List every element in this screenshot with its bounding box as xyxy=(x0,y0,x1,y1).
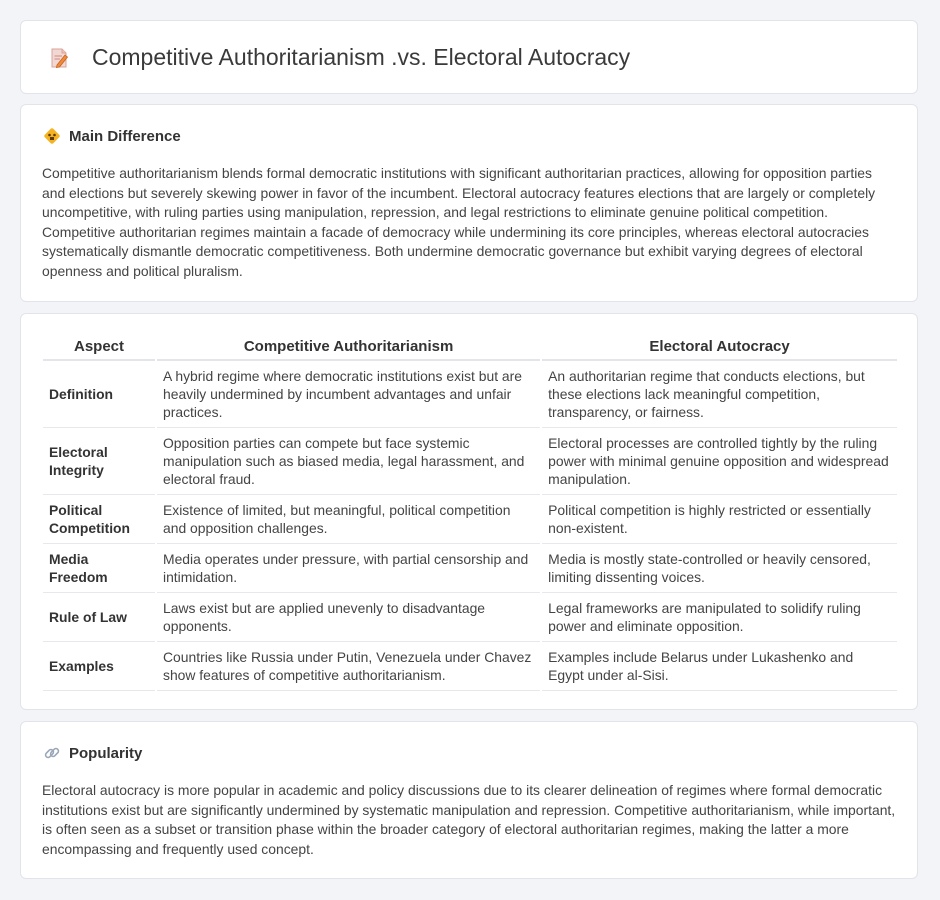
competitive-authoritarianism-cell: A hybrid regime where democratic institutions exist but are heavily undermined by incumbent advantages and unfair practices. xyxy=(157,361,540,428)
table-row xyxy=(43,544,897,593)
aspect-cell: Political Competition xyxy=(43,495,155,544)
diamond-warning-icon xyxy=(43,127,61,145)
column-header: Competitive Authoritarianism xyxy=(157,332,540,361)
aspect-cell: Definition xyxy=(43,361,155,428)
competitive-authoritarianism-cell: Opposition parties can compete but face systemic manipulation such as biased media, legal harassment, and electoral fraud. xyxy=(157,428,540,495)
section-title: Popularity xyxy=(69,744,143,762)
electoral-autocracy-cell: Electoral processes are controlled tightly by the ruling power with minimal genuine opposition and widespread manipulation. xyxy=(542,428,897,495)
popularity-section xyxy=(20,721,918,879)
electoral-autocracy-cell: Political competition is highly restricted or essentially non-existent. xyxy=(542,495,897,544)
aspect-cell: Media Freedom xyxy=(43,544,155,593)
page-title: Competitive Authoritarianism .vs. Electoral Autocracy xyxy=(92,44,631,70)
table-row xyxy=(43,593,897,642)
electoral-autocracy-cell: Media is mostly state-controlled or heavily censored, limiting dissenting voices. xyxy=(542,544,897,593)
competitive-authoritarianism-cell: Countries like Russia under Putin, Venezuela under Chavez show features of competitive authoritarianism. xyxy=(157,642,540,691)
aspect-cell: Examples xyxy=(43,642,155,691)
document-edit-icon xyxy=(48,47,70,69)
table-row xyxy=(43,428,897,495)
table-row xyxy=(43,495,897,544)
comparison-section xyxy=(20,313,918,710)
section-title: Main Difference xyxy=(69,127,181,145)
title-card xyxy=(20,20,918,94)
aspect-cell: Rule of Law xyxy=(43,593,155,642)
column-header: Electoral Autocracy xyxy=(542,332,897,361)
table-header-row xyxy=(43,332,897,361)
column-header: Aspect xyxy=(43,332,155,361)
electoral-autocracy-cell: An authoritarian regime that conducts elections, but these elections lack meaningful competition, transparency, or fairness. xyxy=(542,361,897,428)
electoral-autocracy-cell: Examples include Belarus under Lukashenko and Egypt under al-Sisi. xyxy=(542,642,897,691)
table-row xyxy=(43,642,897,691)
competitive-authoritarianism-cell: Media operates under pressure, with partial censorship and intimidation. xyxy=(157,544,540,593)
competitive-authoritarianism-cell: Laws exist but are applied unevenly to disadvantage opponents. xyxy=(157,593,540,642)
electoral-autocracy-cell: Legal frameworks are manipulated to solidify ruling power and eliminate opposition. xyxy=(542,593,897,642)
competitive-authoritarianism-cell: Existence of limited, but meaningful, political competition and opposition challenges. xyxy=(157,495,540,544)
main-difference-text: Competitive authoritarianism blends formal democratic institutions with significant authoritarian practices, allowing for opposition parties and elections but severely skewing power in favor of the incumbent. Electoral autocracy features elections that are largely or completely uncompetitive, with ruling parties using manipulation, repression, and legal restrictions to eliminate genuine political competition. Competitive authoritarian regimes maintain a facade of democracy while undermining its core principles, whereas electoral autocracies systematically dismantle democratic competitiveness. Both undermine democratic governance but exhibit varying degrees of electoral openness and political pluralism. xyxy=(42,165,876,279)
link-icon xyxy=(43,744,61,762)
aspect-cell: Electoral Integrity xyxy=(43,428,155,495)
main-difference-section xyxy=(20,104,918,302)
table-row xyxy=(43,361,897,428)
comparison-table xyxy=(41,332,899,691)
popularity-text: Electoral autocracy is more popular in academic and policy discussions due to its clearer delineation of regimes where formal democratic institutions exist but are significantly undermined by systematic manipulation and repression. Competitive authoritarianism, while important, is often seen as a subset or transition phase within the broader category of electoral authoritarian regimes, making the latter a more encompassing and frequently used concept. xyxy=(42,782,896,857)
